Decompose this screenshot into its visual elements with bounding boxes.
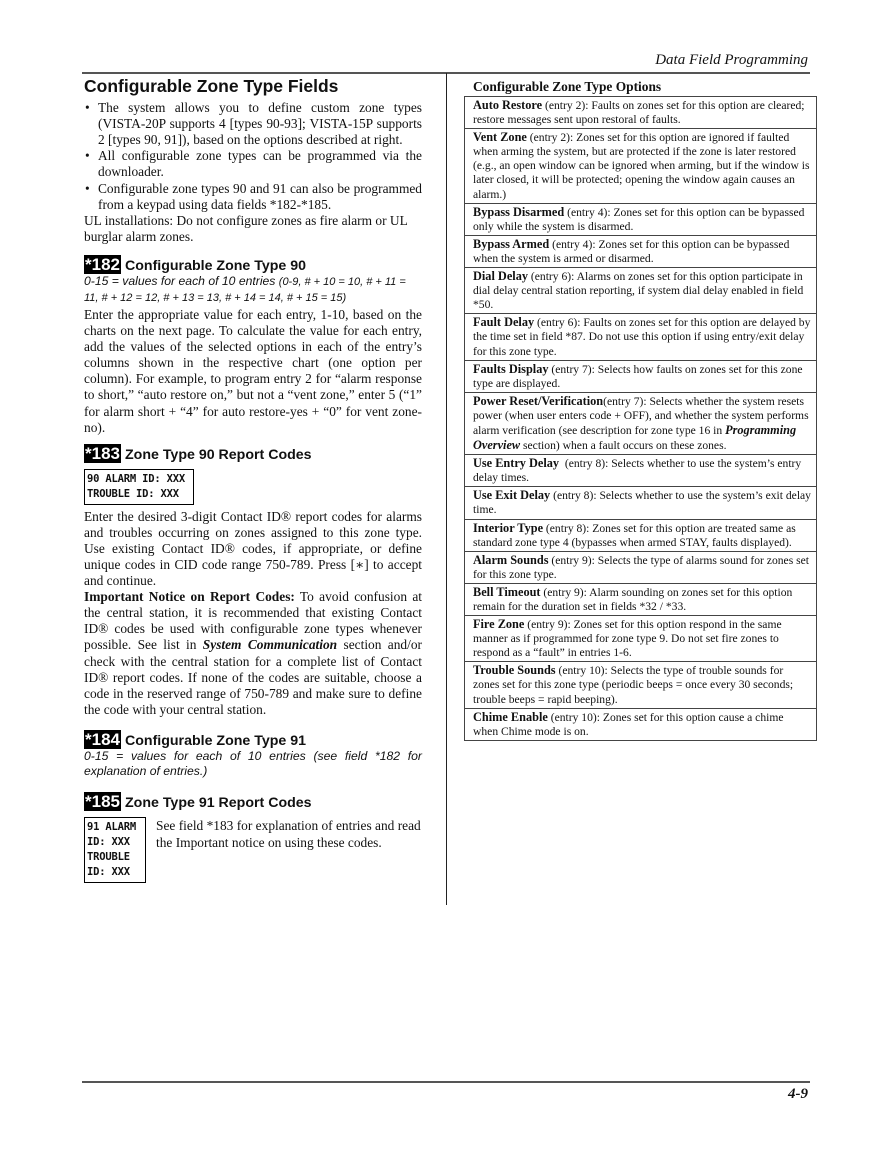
bullet-item: • Configurable zone types 90 and 91 can also be programmed from a keypad using data fields *182-*185. — [98, 181, 422, 213]
option-name: Bypass Armed — [473, 236, 550, 251]
option-cell — [465, 392, 817, 454]
option-text: (entry 6): Alarms on zones set for this option participate in dial delay central station reporting, if system dial delay enabled in field *50. — [473, 270, 804, 312]
option-cell — [465, 203, 817, 235]
field-182-heading — [84, 255, 422, 274]
option-name: Chime Enable — [473, 709, 548, 724]
option-cell — [465, 268, 817, 314]
table-row — [465, 662, 817, 708]
table-row — [465, 268, 817, 314]
option-name: Faults Display — [473, 361, 549, 376]
bullet-item: • The system allows you to define custom zone types (VISTA-20P supports 4 [types 90-93]; VISTA-15P supports 2 [types 90, 91]), based on the options described at right. — [98, 100, 422, 148]
table-row — [465, 392, 817, 454]
option-name: Bell Timeout — [473, 584, 541, 599]
option-name: Bypass Disarmed — [473, 204, 565, 219]
field-badge: *185 — [85, 791, 120, 811]
table-row — [465, 616, 817, 662]
keypad-display-185 — [84, 817, 146, 883]
running-header: Data Field Programming — [655, 52, 808, 68]
field-183-body: Enter the desired 3-digit Contact ID® report codes for alarms and troubles occurring on zones assigned to this zone type. Use existing Contact ID® codes, if appropriate, or define unique codes in CID code range 750-789. Press [∗] to accept and continue. — [84, 508, 422, 589]
field-185-heading — [84, 792, 422, 811]
field-badge: *183 — [85, 443, 120, 463]
keypad-display-183 — [84, 469, 194, 505]
option-text: (entry 8): Selects whether to use the system’s entry delay times. — [473, 457, 805, 485]
right-column — [464, 79, 818, 741]
option-text: (entry 9): Zones set for this option respond in the same manner as if programmed for zone type 9. Do not set fire zones to respond as a “fault” in entries 1-6. — [473, 618, 782, 660]
option-name: Use Entry Delay — [473, 456, 560, 471]
table-row — [465, 235, 817, 267]
table-row — [465, 314, 817, 360]
lcd-line: 91 ALARM ID: XXX — [87, 820, 136, 848]
column-divider — [446, 73, 447, 905]
option-cell — [465, 662, 817, 708]
option-text: section) when a fault occurs on these zones. — [520, 439, 727, 453]
option-name: Use Exit Delay — [473, 488, 551, 503]
page-number: 4-9 — [788, 1086, 808, 1102]
field-title: Configurable Zone Type 90 — [124, 257, 307, 274]
notice-label: Important Notice on Report Codes: — [84, 589, 295, 605]
option-text: (entry 10): Selects the type of trouble sounds for zones set for this zone type (periodic beeps = once every 30 seconds; trouble beeps = rapid beeping). — [473, 664, 794, 706]
option-text: (entry 8): Selects whether to use the system’s exit delay time. — [473, 489, 811, 517]
footer-rule — [82, 1081, 810, 1083]
field-185-row — [84, 817, 422, 883]
notice-text: To avoid confusion at the central station, it is recommended that existing Contact ID® codes be used with configurable zone types whenever possible. See list in — [84, 589, 422, 653]
table-row — [465, 583, 817, 615]
options-table — [464, 96, 817, 741]
option-text: (entry 6): Faults on zones set for this option are delayed by the time set in field *87. Do not use this option if using entry/exit delay for this zone type. — [473, 316, 811, 358]
option-name: Power Reset/Verification — [473, 393, 604, 408]
table-row — [465, 708, 817, 740]
table-row — [465, 129, 817, 203]
table-row — [465, 360, 817, 392]
option-text: (entry 7): Selects how faults on zones set for this zone type are displayed. — [473, 362, 803, 390]
table-row — [465, 455, 817, 487]
bullet-item: • All configurable zone types can be programmed via the downloader. — [98, 148, 422, 180]
options-title: Configurable Zone Type Options — [473, 79, 662, 94]
option-name: Auto Restore — [473, 98, 543, 112]
field-182-body: Enter the appropriate value for each entry, 1-10, based on the charts on the next page. To calculate the value for each entry, add the values of the selected options in each of the entry’s columns shown in the respective chart (one option per column). For example, to program entry 2 for “alarm response to short,” “auto restore on,” but not a “vent zone,” enter 5 (“1” for alarm short + “4” for auto restore-yes + “0” for vent zone-no). — [84, 306, 422, 435]
option-name: Trouble Sounds — [473, 663, 556, 678]
option-cell — [465, 519, 817, 551]
option-cell — [465, 235, 817, 267]
option-cell — [465, 487, 817, 519]
option-cell — [465, 616, 817, 662]
option-cell — [465, 455, 817, 487]
field-185-note: See field *183 for explanation of entries and read the Important notice on using these codes. — [156, 817, 421, 850]
option-name: Fire Zone — [473, 617, 525, 632]
left-column — [84, 78, 422, 883]
ul-note: UL installations: Do not configure zones as fire alarm or UL burglar alarm zones. — [84, 212, 408, 244]
field-sub-range: 0-15 = values for each of 10 entries — [84, 273, 279, 288]
option-text: (entry 4): Zones set for this option can be bypassed only while the system is disarmed. — [473, 205, 805, 233]
option-cell — [465, 314, 817, 360]
option-text: (entry 8): Zones set for this option are treated same as standard zone type 4 (bypasses when armed STAY, faults displayed). — [473, 521, 796, 549]
option-text: (entry 4): Zones set for this option can be bypassed when the system is armed or disarmed. — [473, 237, 790, 265]
option-name: Interior Type — [473, 520, 544, 535]
option-cell — [465, 360, 817, 392]
option-text: (entry 9): Selects the type of alarms sound for zones set for this zone type. — [473, 553, 809, 581]
option-cell — [465, 551, 817, 583]
field-badge: *184 — [85, 729, 120, 749]
table-row — [465, 97, 817, 129]
notice-ref: System Communication — [202, 637, 338, 653]
field-title: Zone Type 91 Report Codes — [124, 794, 312, 811]
lcd-line: 90 ALARM ID: XXX — [87, 472, 185, 485]
field-184-subtitle: 0-15 = values for each of 10 entries (see field *182 for explanation of entries.) — [84, 748, 422, 779]
option-name: Vent Zone — [473, 130, 527, 145]
field-title: Zone Type 90 Report Codes — [124, 446, 312, 463]
notice-text: section and/or check with the central station for a complete list of Contact ID® report codes. If none of the codes are suitable, choose a code in the reserved range of 750-789 and make sure to define the code with your central station. — [84, 637, 422, 717]
option-text: (entry 2): Zones set for this option are ignored if faulted when arming the system, but are protected if the zone is later restored (e.g., an open window can be ignored when arming, but if the window is later closed, it will be protected; opening the window again causes an alarm.) — [473, 131, 810, 201]
option-name: Dial Delay — [473, 269, 528, 284]
table-row — [465, 487, 817, 519]
option-cell — [465, 708, 817, 740]
section-title: Configurable Zone Type Fields — [84, 76, 339, 96]
option-text: (entry 9): Alarm sounding on zones set for this option remain for the duration set in fields *32 / *33. — [473, 585, 793, 613]
field-sub-detail: (0-9, # + 10 = 10, # + 11 = 11, # + 12 = 12, # + 13 = 13, # + 14 = 14, # + 15 = 15) — [84, 275, 406, 305]
option-ref: Programming Overview — [473, 422, 797, 453]
field-184-heading — [84, 730, 422, 749]
lcd-line: TROUBLE ID: XXX — [87, 487, 179, 500]
table-row — [465, 551, 817, 583]
intro-bullets — [84, 100, 422, 213]
option-name: Alarm Sounds — [473, 552, 549, 567]
option-name: Fault Delay — [473, 315, 535, 330]
option-cell — [465, 583, 817, 615]
field-182-subtitle — [84, 274, 422, 307]
option-text: (entry 10): Zones set for this option cause a chime when Chime mode is on. — [473, 710, 784, 738]
option-cell — [465, 97, 817, 129]
field-title: Configurable Zone Type 91 — [124, 732, 307, 749]
field-badge: *182 — [85, 254, 120, 274]
option-cell — [465, 129, 817, 203]
field-183-heading — [84, 444, 422, 463]
option-text: (entry 2): Faults on zones set for this option are cleared; restore messages sent upon restoral of faults. — [473, 99, 805, 127]
table-row — [465, 519, 817, 551]
important-notice — [84, 589, 422, 718]
lcd-line: TROUBLE ID: XXX — [87, 850, 130, 878]
option-text: (entry 7): Selects whether the system resets power (when user enters code + OFF), and whether the system performs alarm verification (see description for zone type 16 in — [473, 394, 809, 437]
table-row — [465, 203, 817, 235]
